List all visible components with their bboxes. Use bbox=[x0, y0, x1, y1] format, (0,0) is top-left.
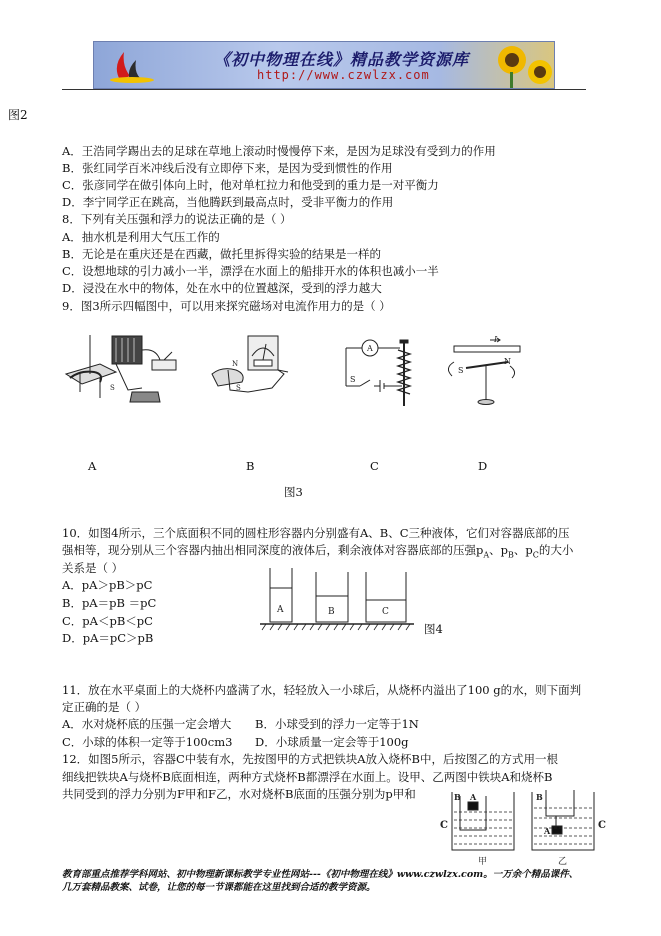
fig4-containers-diagram bbox=[258, 562, 418, 634]
q7-option-b: B．张红同学百米冲线后没有立即停下来，是因为受到惯性的作用 bbox=[62, 161, 393, 175]
fig3-d-n-label: N bbox=[504, 357, 511, 366]
q8-option-b: B．无论是在重庆还是在西藏，做托里拆得实验的结果是一样的 bbox=[62, 247, 381, 261]
fig3-label-d: D bbox=[478, 459, 488, 473]
q10-stem-line2: 强相等，现分别从三个容器内抽出相同深度的液体后，剩余液体对容器底部的压强$p_A$、$p_B$、$p_C$的大小 bbox=[62, 543, 574, 560]
fig5-b2: B bbox=[536, 792, 543, 802]
q11-stem-line2: 定正确的是（ ） bbox=[62, 700, 147, 714]
fig5-a2: A bbox=[544, 826, 551, 836]
fig3-b-s-label: S bbox=[236, 384, 241, 392]
fig3-b-generator-diagram bbox=[208, 330, 298, 410]
fig3-d-oersted-diagram bbox=[440, 330, 530, 410]
q7-option-a: A．王浩同学踢出去的足球在草地上滚动时慢慢停下来，是因为足球没有受到力的作用 bbox=[62, 144, 496, 158]
q7-option-d: D．李宁同学正在跳高，当他腾跃到最高点时，受非平衡力的作用 bbox=[62, 195, 394, 209]
q10-option-a: A．pA＞pB＞pC bbox=[62, 578, 153, 592]
header-banner bbox=[93, 41, 555, 89]
q8-stem: 8．下列有关压强和浮力的说法正确的是（ ） bbox=[62, 212, 292, 226]
fig4-caption: 图4 bbox=[424, 622, 443, 636]
q10-option-d: D．pA＝pC＞pB bbox=[62, 631, 154, 645]
fig5-c-right: C bbox=[598, 820, 606, 831]
q11-option-a: A．水对烧杯底的压强一定会增大 bbox=[62, 717, 232, 731]
q8-option-a: A．抽水机是利用大气压工作的 bbox=[62, 230, 220, 244]
fig3-label-c: C bbox=[370, 459, 379, 473]
sunflower-icon bbox=[490, 42, 554, 88]
q10-option-c: C．pA＜pB＜pC bbox=[62, 614, 153, 628]
fig2-label: 图2 bbox=[8, 108, 28, 122]
fig5-a1: A bbox=[470, 792, 477, 802]
fig4-container-c: C bbox=[382, 607, 389, 617]
site-logo-icon bbox=[102, 46, 162, 84]
fig4-container-a: A bbox=[277, 605, 284, 615]
q7-option-c: C．张彦同学在做引体向上时，他对单杠拉力和他受到的重力是一对平衡力 bbox=[62, 178, 439, 192]
q11-option-b: B．小球受到的浮力一定等于1N bbox=[255, 717, 419, 731]
fig3-c-switch-label: S bbox=[350, 375, 356, 384]
fig3-label-b: B bbox=[246, 459, 255, 473]
fig5-yi-label: 乙 bbox=[558, 857, 568, 866]
footer-line1: 教育部重点推荐学科网站、初中物理新课标教学专业性网站---《初中物理在线》www.czwlzx.com。一万余个精品课件、 bbox=[62, 869, 579, 880]
fig5-c-left: C bbox=[440, 820, 448, 831]
header-rule bbox=[62, 89, 586, 90]
q10-stem-line3: 关系是（ ） bbox=[62, 561, 124, 575]
fig3-c-electromagnet-circuit bbox=[340, 330, 430, 410]
footer-line2: 几万套精品教案、试卷，让您的每一节课都能在这里找到合适的教学资源。 bbox=[62, 882, 376, 893]
fig5-b1: B bbox=[454, 792, 461, 802]
fig3-d-s-label: S bbox=[458, 366, 464, 375]
fig3-b-n-label: N bbox=[232, 360, 239, 368]
q10-option-b: B．pA＝pB ＝pC bbox=[62, 596, 157, 610]
fig3-caption: 图3 bbox=[284, 485, 303, 499]
fig3-d-current-label: I bbox=[494, 335, 498, 344]
fig3-c-ammeter-label: A bbox=[367, 344, 373, 353]
q8-option-c: C．设想地球的引力减小一半，漂浮在水面上的船排开水的体积也减小一半 bbox=[62, 264, 439, 278]
fig3-label-a: A bbox=[88, 459, 97, 473]
banner-title: 《初中物理在线》精品教学资源库 bbox=[214, 50, 470, 69]
q10-stem-line1: 10．如图4所示，三个底面积不同的圆柱形容器内分别盛有A、B、C三种液体，它们对容器底部的压 bbox=[62, 526, 570, 540]
q12-line2: 细线把铁块A与烧杯B底面相连，两种方式烧杯B都漂浮在水面上。设甲、乙两图中铁块A和烧杯B bbox=[62, 770, 553, 784]
svg-text:S: S bbox=[110, 384, 115, 392]
fig3-a-motor-diagram bbox=[60, 330, 190, 410]
q11-option-d: D．小球质量一定会等于100g bbox=[255, 735, 409, 749]
q9-stem: 9．图3所示四幅图中，可以用来探究磁场对电流作用力的是（ ） bbox=[62, 299, 391, 313]
q12-line1: 12．如图5所示，容器C中装有水，先按图甲的方式把铁块A放入烧杯B中，后按图乙的方式用一根 bbox=[62, 752, 559, 766]
q12-line3: 共同受到的浮力分别为F甲和F乙，水对烧杯B底面的压强分别为p甲和 bbox=[62, 787, 416, 801]
banner-url: http://www.czwlzx.com bbox=[257, 68, 430, 82]
fig5-floating-beaker-diagram bbox=[438, 786, 608, 866]
fig4-container-b: B bbox=[328, 607, 335, 617]
q11-option-c: C．小球的体积一定等于100cm3 bbox=[62, 735, 233, 749]
fig5-jia-label: 甲 bbox=[478, 857, 488, 866]
q8-option-d: D．浸没在水中的物体，处在水中的位置越深，受到的浮力越大 bbox=[62, 281, 382, 295]
q11-stem-line1: 11．放在水平桌面上的大烧杯内盛满了水，轻轻放入一小球后，从烧杯内溢出了100 g的水，则下面判 bbox=[62, 683, 582, 697]
